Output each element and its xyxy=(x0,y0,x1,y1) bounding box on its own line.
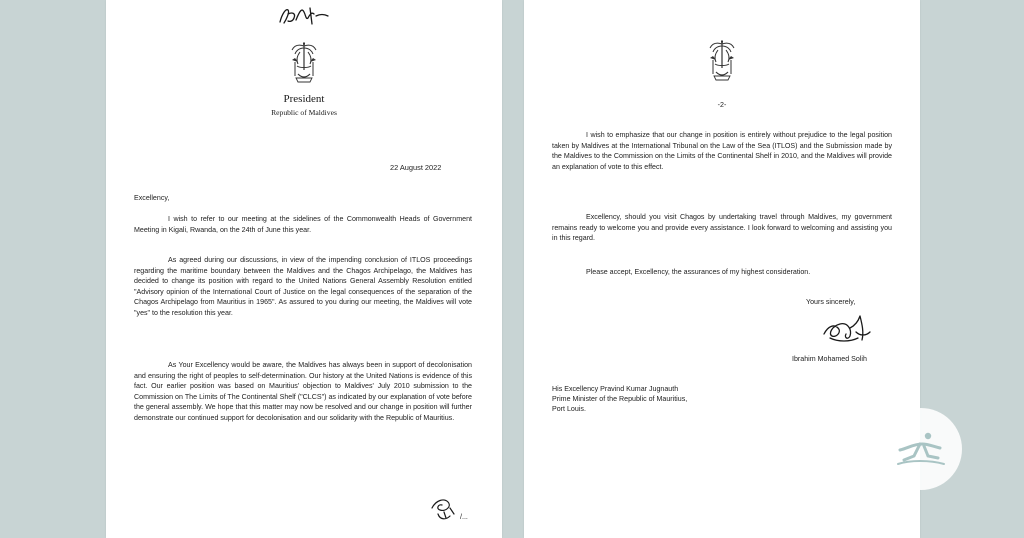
letterhead-title: President xyxy=(283,93,325,105)
signature xyxy=(820,308,878,348)
salutation: Excellency, xyxy=(134,194,170,202)
letterhead-subtitle: Republic of Maldives xyxy=(271,108,337,117)
paragraph-1: I wish to emphasize that our change in position is entirely without prejudice to the legal position taken by Maldives at the International Tribunal on the Law of the Sea (ITLOS) and the Submission made by the Maldives to the Commission on the Limits of the Continental Shelf in 2010, and the Maldives will provide an explanation of vote to this effect. xyxy=(552,131,892,171)
signature-initials xyxy=(276,4,334,28)
handwritten-signature-icon xyxy=(820,308,878,348)
recipient-name: His Excellency Pravind Kumar Jugnauth xyxy=(552,385,679,393)
letter-date: 22 August 2022 xyxy=(390,163,442,172)
running-figure-logo-icon xyxy=(894,430,948,470)
paragraph-3: As Your Excellency would be aware, the Maldives has always been in support of decolonisation and ensuring the right of peoples to self-determination. Our history at the United Nations is evidence of this fact. Our earlier position was based on Mauritius' objection to Maldives' July 2010 submission to the Commission on The Limits of The Continental Shelf ("CLCS") as indicated by our explanation of vote before the general assembly. We hope that this matter may now be resolved and our change in position will further demonstrate our continued support for decolonisation and our solidarity with the Republic of Mauritius. xyxy=(134,361,472,422)
paragraph-2: As agreed during our discussions, in view of the impending conclusion of ITLOS proceedings regarding the maritime boundary between the Maldives and the Chagos Archipelago, the Maldives has decided to change its position with regard to the United Nations General Assembly Resolution entitled "Advisory opinion of the International Court of Justice on the legal consequences of the separation of the Chagos Archipelago from Mauritius in 1965". As assured to you during our meeting, the Maldives will vote "yes" to the resolution this year. xyxy=(134,256,472,317)
paragraph-1: I wish to refer to our meeting at the sidelines of the Commonwealth Heads of Government Meeting in Kigali, Rwanda, on the 24th of June this year. xyxy=(134,215,472,234)
closing: Yours sincerely, xyxy=(806,298,856,306)
recipient-title: Prime Minister of the Republic of Mauritius, xyxy=(552,395,688,403)
paragraph-3: Please accept, Excellency, the assurances of my highest consideration. xyxy=(586,268,811,276)
state-emblem xyxy=(704,38,740,82)
paragraph-2: Excellency, should you visit Chagos by undertaking travel through Maldives, my government remains ready to welcome you and provide every assistance. I look forward to welcoming and assisting you in this regard. xyxy=(552,213,892,243)
handwritten-initials-icon xyxy=(276,4,334,28)
letter-page-2 xyxy=(524,0,920,538)
watermark-logo xyxy=(880,408,962,490)
state-emblem xyxy=(286,40,322,84)
handwritten-initials-icon xyxy=(428,494,458,524)
signature-name: Ibrahim Mohamed Solih xyxy=(792,355,867,363)
maldives-state-emblem-icon xyxy=(286,40,322,84)
continuation-mark: /... xyxy=(460,513,468,521)
continuation-initials xyxy=(428,494,458,524)
maldives-state-emblem-icon xyxy=(704,38,740,82)
page-number: -2- xyxy=(717,101,727,109)
letter-page-1 xyxy=(106,0,502,538)
recipient-city: Port Louis. xyxy=(552,405,586,413)
